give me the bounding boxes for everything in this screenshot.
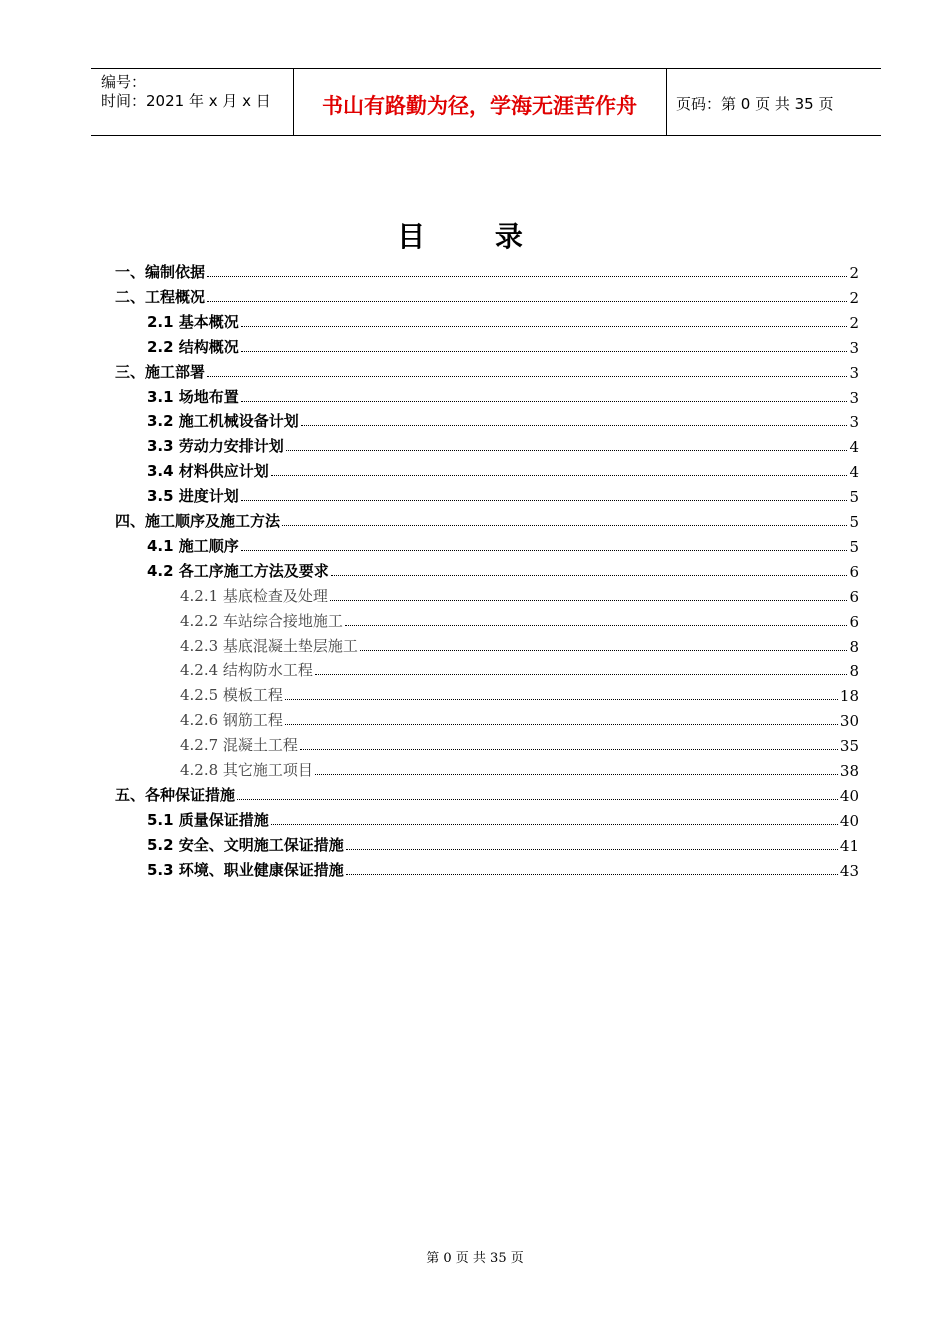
toc-entry[interactable] [147,557,859,581]
toc-entry-page: 8 [849,637,859,656]
toc-entry[interactable] [180,756,859,780]
toc-entry[interactable] [147,407,859,431]
toc-entry[interactable] [147,383,859,407]
toc-entry-page: 6 [849,587,859,606]
header-motto: 书山有路勤为径，学海无涯苦作舟 [322,94,637,118]
toc-entry-page: 5 [849,488,859,507]
toc-entry-label: 4.2.5 模板工程 [180,686,283,705]
toc-entry-page: 2 [849,264,859,282]
page-header [91,68,881,136]
toc-leader-dots [271,823,838,825]
toc-entry-label: 3.2 施工机械设备计划 [147,412,299,431]
toc-entry[interactable] [180,632,859,656]
toc-entry-page: 5 [849,537,859,556]
toc-leader-dots [282,524,847,526]
toc-leader-dots [241,400,848,402]
toc-entry[interactable] [147,457,859,481]
toc-entry-page: 40 [839,811,859,830]
toc-leader-dots [207,275,847,277]
toc-entry[interactable] [115,283,859,307]
toc-entry-label: 二、工程概况 [115,287,206,306]
toc-leader-dots [207,375,847,377]
toc-entry[interactable] [180,656,859,680]
toc-leader-dots [286,449,848,451]
toc-entry-page: 4 [849,463,859,482]
toc-entry-page: 40 [839,786,859,805]
toc-leader-dots [300,748,838,750]
toc-leader-dots [207,300,847,302]
header-left-cell [91,69,294,135]
toc-entry[interactable] [115,258,859,282]
header-middle-cell [293,69,667,135]
toc-entry-label: 4.2.6 钢筋工程 [180,711,283,730]
toc-entry-page: 2 [849,288,859,307]
toc-entry-label: 四、施工顺序及施工方法 [115,512,281,530]
toc-entry-page: 5 [849,513,859,531]
toc-leader-dots [346,848,838,850]
toc-entry-page: 8 [849,662,859,681]
toc-entry-label: 五、各种保证措施 [115,785,236,804]
toc-leader-dots [315,773,838,775]
toc-entry[interactable] [147,482,859,506]
toc-entry-page: 43 [839,861,859,880]
toc-entry-label: 5.2 安全、文明施工保证措施 [147,835,344,854]
serial-number: 编号： [101,73,147,91]
toc-title: 目 录 [397,220,553,253]
toc-leader-dots [360,649,848,651]
toc-leader-dots [346,873,838,875]
toc-entry[interactable] [147,831,859,855]
toc-entry-label: 3.5 进度计划 [147,487,239,506]
toc-leader-dots [315,673,848,675]
toc-leader-dots [241,549,848,551]
toc-entry-page: 3 [849,338,859,357]
toc-entry-page: 41 [839,836,859,855]
header-right-cell [666,69,881,135]
toc-entry-label: 4.2.8 其它施工项目 [180,761,313,779]
toc-entry-label: 4.2.1 基底检查及处理 [180,586,328,605]
toc-leader-dots [237,798,838,800]
header-page-info: 页码：第 0 页 共 35 页 [676,95,834,113]
toc-leader-dots [345,624,848,626]
toc-leader-dots [241,325,848,327]
toc-entry-page: 38 [839,762,859,780]
toc-entry-page: 6 [849,562,859,581]
toc-entry-label: 4.1 施工顺序 [147,536,239,555]
toc-entry-label: 4.2.7 混凝土工程 [180,736,298,755]
toc-entry-page: 6 [849,612,859,631]
toc-entry-page: 3 [849,413,859,432]
toc-entry-label: 5.3 环境、职业健康保证措施 [147,860,344,879]
toc-entry-label: 4.2.2 车站综合接地施工 [180,611,343,630]
toc-entry[interactable] [180,607,859,631]
toc-entry-page: 4 [849,438,859,457]
toc-leader-dots [241,350,848,352]
toc-entry[interactable] [115,507,859,531]
toc-entry[interactable] [147,333,859,357]
toc-entry-label: 4.2.3 基底混凝土垫层施工 [180,636,358,655]
toc-entry[interactable] [147,856,859,880]
toc-entry-label: 2.2 结构概况 [147,337,239,356]
toc-entry[interactable] [180,731,859,755]
toc-entry-page: 30 [839,712,859,731]
toc-leader-dots [241,499,848,501]
toc-entry-label: 三、施工部署 [115,362,206,381]
toc-leader-dots [301,424,848,426]
toc-entry[interactable] [147,432,859,456]
toc-leader-dots [331,574,848,576]
toc-entry[interactable] [115,358,859,382]
toc-leader-dots [285,698,838,700]
toc-entry[interactable] [147,806,859,830]
toc-entry[interactable] [180,681,859,705]
toc-entry-label: 3.4 材料供应计划 [147,462,269,481]
toc-entry[interactable] [180,582,859,606]
toc-entry-label: 4.2.4 结构防水工程 [180,661,313,680]
toc-entry[interactable] [115,781,859,805]
toc-entry[interactable] [180,706,859,730]
document-time: 时间：2021 年 x 月 x 日 [101,92,271,110]
toc-entry-page: 18 [839,687,859,706]
toc-entry[interactable] [147,532,859,556]
toc-entry-label: 5.1 质量保证措施 [147,810,269,829]
page-footer: 第 0 页 共 35 页 [426,1251,524,1266]
toc-entry-label: 4.2 各工序施工方法及要求 [147,561,329,580]
toc-entry-label: 一、编制依据 [115,263,206,281]
toc-entry-page: 2 [849,313,859,332]
toc-entry-label: 3.1 场地布置 [147,387,239,406]
toc-leader-dots [271,474,848,476]
toc-entry-label: 2.1 基本概况 [147,312,239,331]
toc-entry-label: 3.3 劳动力安排计划 [147,437,284,456]
toc-entry-page: 3 [849,363,859,382]
toc-entry-page: 35 [839,737,859,756]
toc-leader-dots [330,599,848,601]
toc-entry-page: 3 [849,388,859,407]
toc-entry[interactable] [147,308,859,332]
toc-leader-dots [285,723,838,725]
